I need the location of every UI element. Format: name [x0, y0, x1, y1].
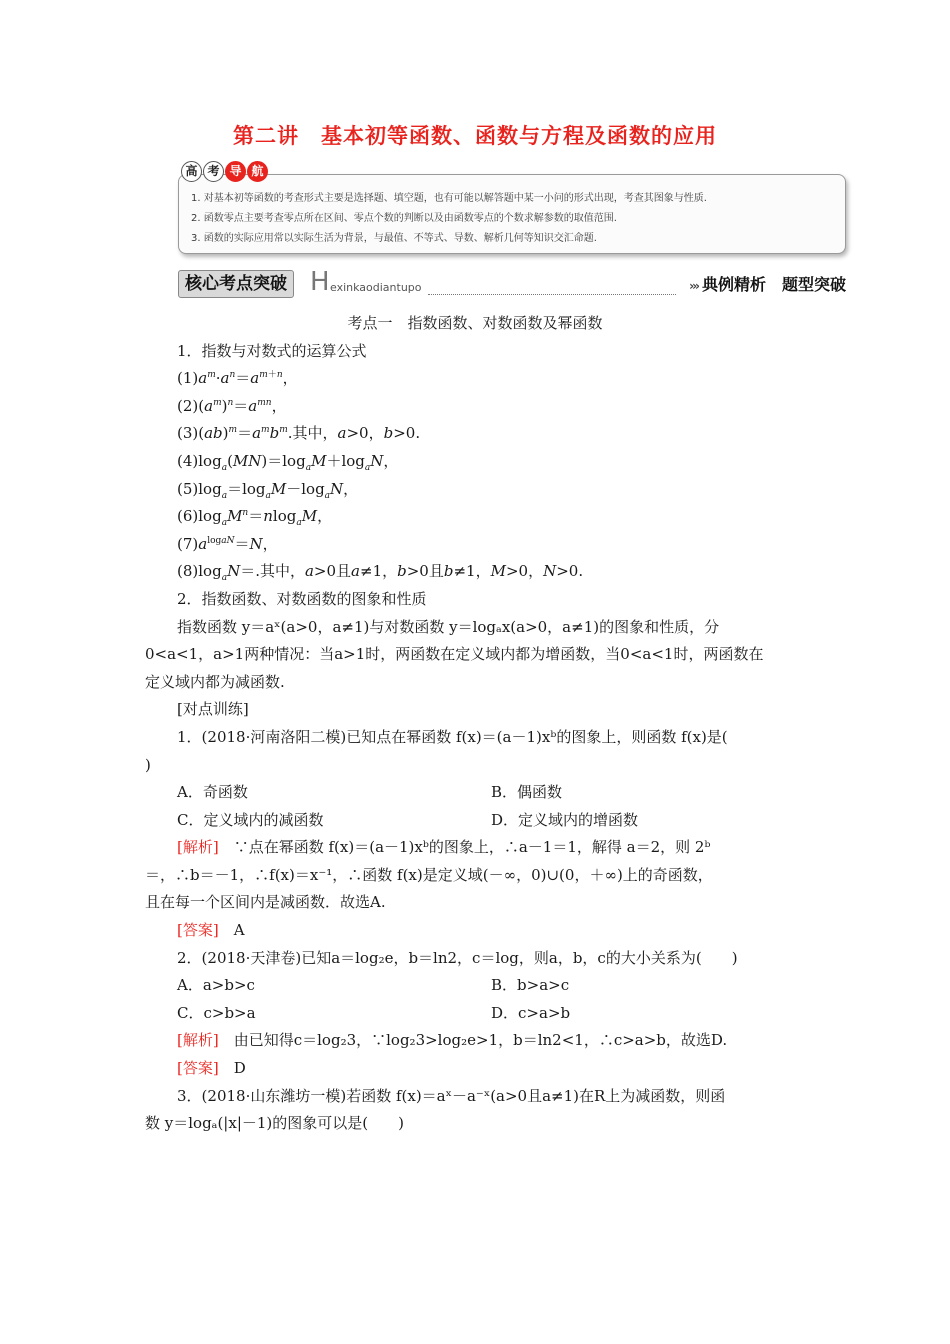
banner-pinyin: exinkaodiantupo — [330, 281, 422, 294]
arrows-icon: ››› — [689, 279, 698, 293]
formula-8: $(8)\log_aN=$.其中，a>0且a≠1，b>0且b≠1，M>0，N>0. — [177, 562, 584, 584]
analysis-text: ∵点在幂函数 f(x)＝(a－1)xᵇ的图象上，∴a－1＝1，解得 a＝2，则 2ᵇ — [233, 838, 711, 857]
q1-stem: 1．(2018·河南洛阳二模)已知点在幂函数 f(x)＝(a－1)xᵇ的图象上，则函数 f(x)是( — [177, 727, 728, 746]
heading-graphs: 2．指数函数、对数函数的图象和性质 — [177, 589, 427, 608]
practice-label: [对点训练] — [177, 700, 249, 719]
formula-3: $(3)(ab)^m=a^mb^m$.其中，a>0，b>0. — [177, 424, 421, 443]
q2-analysis — [145, 1027, 805, 1055]
q1-analysis — [145, 834, 805, 862]
answer-tag: [答案] — [177, 921, 219, 940]
q2-answer — [145, 1055, 805, 1083]
formula-6: $(6)\log_aM^n=nlog_aM$， — [177, 507, 333, 529]
q1-analysis-line: 且在每一个区间内是减函数．故选A. — [145, 893, 386, 912]
q1-analysis-line: ＝，∴b＝－1，∴f(x)＝x⁻¹，∴函数 f(x)是定义域(－∞，0)∪(0，＋∞)上的奇函数， — [145, 865, 713, 884]
guide-tag-char: 航 — [247, 161, 268, 182]
choice-b: B．b>a>c — [491, 976, 570, 995]
heading-formulas: 1．指数与对数式的运算公式 — [177, 341, 367, 360]
formula-5: $(5)\log_a=\log_aM-\log_aN$， — [177, 479, 359, 501]
q2-choices-row — [145, 972, 805, 1000]
guide-item: 2. 函数零点主要考查零点所在区间、零点个数的判断以及由函数零点的个数求解参数的取值范围. — [191, 213, 617, 224]
page-title: 第二讲 基本初等函数、函数与方程及函数的应用 — [233, 124, 717, 148]
choice-d: D．定义域内的增函数 — [491, 810, 639, 829]
banner-title: 核心考点突破 — [178, 270, 294, 298]
choice-c: C．c>b>a — [177, 1003, 256, 1022]
guide-tag-char: 导 — [225, 161, 246, 182]
choice-d: D．c>a>b — [491, 1003, 571, 1022]
answer-value: D — [233, 1059, 246, 1078]
choice-c: C．定义域内的减函数 — [177, 810, 324, 829]
q3-stem-line: 数 y＝logₐ(|x|－1)的图象可以是( ) — [145, 1114, 404, 1133]
formula-2: $(2)(a^m)^n=a^{mn}$， — [177, 396, 287, 415]
answer-tag: [答案] — [177, 1059, 219, 1078]
formula-4: $(4)\log_a(MN)=\log_aM+\log_aN$， — [177, 451, 399, 473]
banner-subtitle — [689, 272, 846, 295]
q1-choices-row — [145, 807, 805, 835]
q2-choices-row — [145, 1000, 805, 1028]
banner-subtitle-text: 典例精析 题型突破 — [701, 275, 846, 294]
answer-value: A — [233, 921, 245, 940]
exam-guide-box — [178, 164, 846, 254]
banner-initial: H — [310, 267, 330, 297]
banner-divider — [428, 294, 676, 295]
q3-stem: 3．(2018·山东潍坊一模)若函数 f(x)＝aˣ－a⁻ˣ(a>0且a≠1)在R上为减函数，则函 — [177, 1086, 726, 1105]
q2-stem: 2．(2018·天津卷)已知a＝log₂e，b＝ln2，c＝log，则a，b，c的大小关系为( ) — [177, 948, 738, 967]
guide-item: 3. 函数的实际应用常以实际生活为背景，与最值、不等式、导数、解析几何等知识交汇命题. — [191, 233, 597, 244]
guide-item: 1. 对基本初等函数的考查形式主要是选择题、填空题，也有可能以解答题中某一小问的形式出现，考查其图象与性质. — [191, 193, 707, 204]
analysis-tag: [解析] — [177, 838, 219, 857]
core-topics-banner — [178, 267, 846, 298]
paragraph-line: 指数函数 y＝aˣ(a>0，a≠1)与对数函数 y＝logₐx(a>0，a≠1)的图象和性质，分 — [177, 617, 720, 636]
exam-guide-tag — [181, 161, 268, 182]
choice-a: A．奇函数 — [177, 783, 248, 802]
paragraph-line: 定义域内都为减函数. — [145, 672, 285, 691]
analysis-tag: [解析] — [177, 1031, 219, 1050]
q1-answer — [145, 917, 805, 945]
formula-7: $(7)a^{logaN}=N$， — [177, 534, 278, 553]
main-content — [145, 310, 805, 1138]
analysis-text: 由已知得c＝log₂3，∵log₂3>log₂e>1，b＝ln2<1，∴c>a>b，故选D. — [233, 1031, 728, 1050]
exam-guide-list — [191, 189, 837, 249]
guide-tag-char: 高 — [181, 161, 202, 182]
choice-b: B．偶函数 — [491, 783, 563, 802]
q1-choices-row — [145, 779, 805, 807]
choice-a: A．a>b>c — [177, 976, 255, 995]
formula-1: $(1)a^m\cdot a^n=a^{m+n}$， — [177, 369, 298, 388]
section-heading: 考点一 指数函数、对数函数及幂函数 — [347, 314, 603, 332]
paragraph-line: 0<a<1，a>1两种情况：当a>1时，两函数在定义域内都为增函数，当0<a<1时，两函数在 — [145, 645, 764, 664]
q1-stem-end: ) — [145, 755, 151, 774]
guide-tag-char: 考 — [203, 161, 224, 182]
